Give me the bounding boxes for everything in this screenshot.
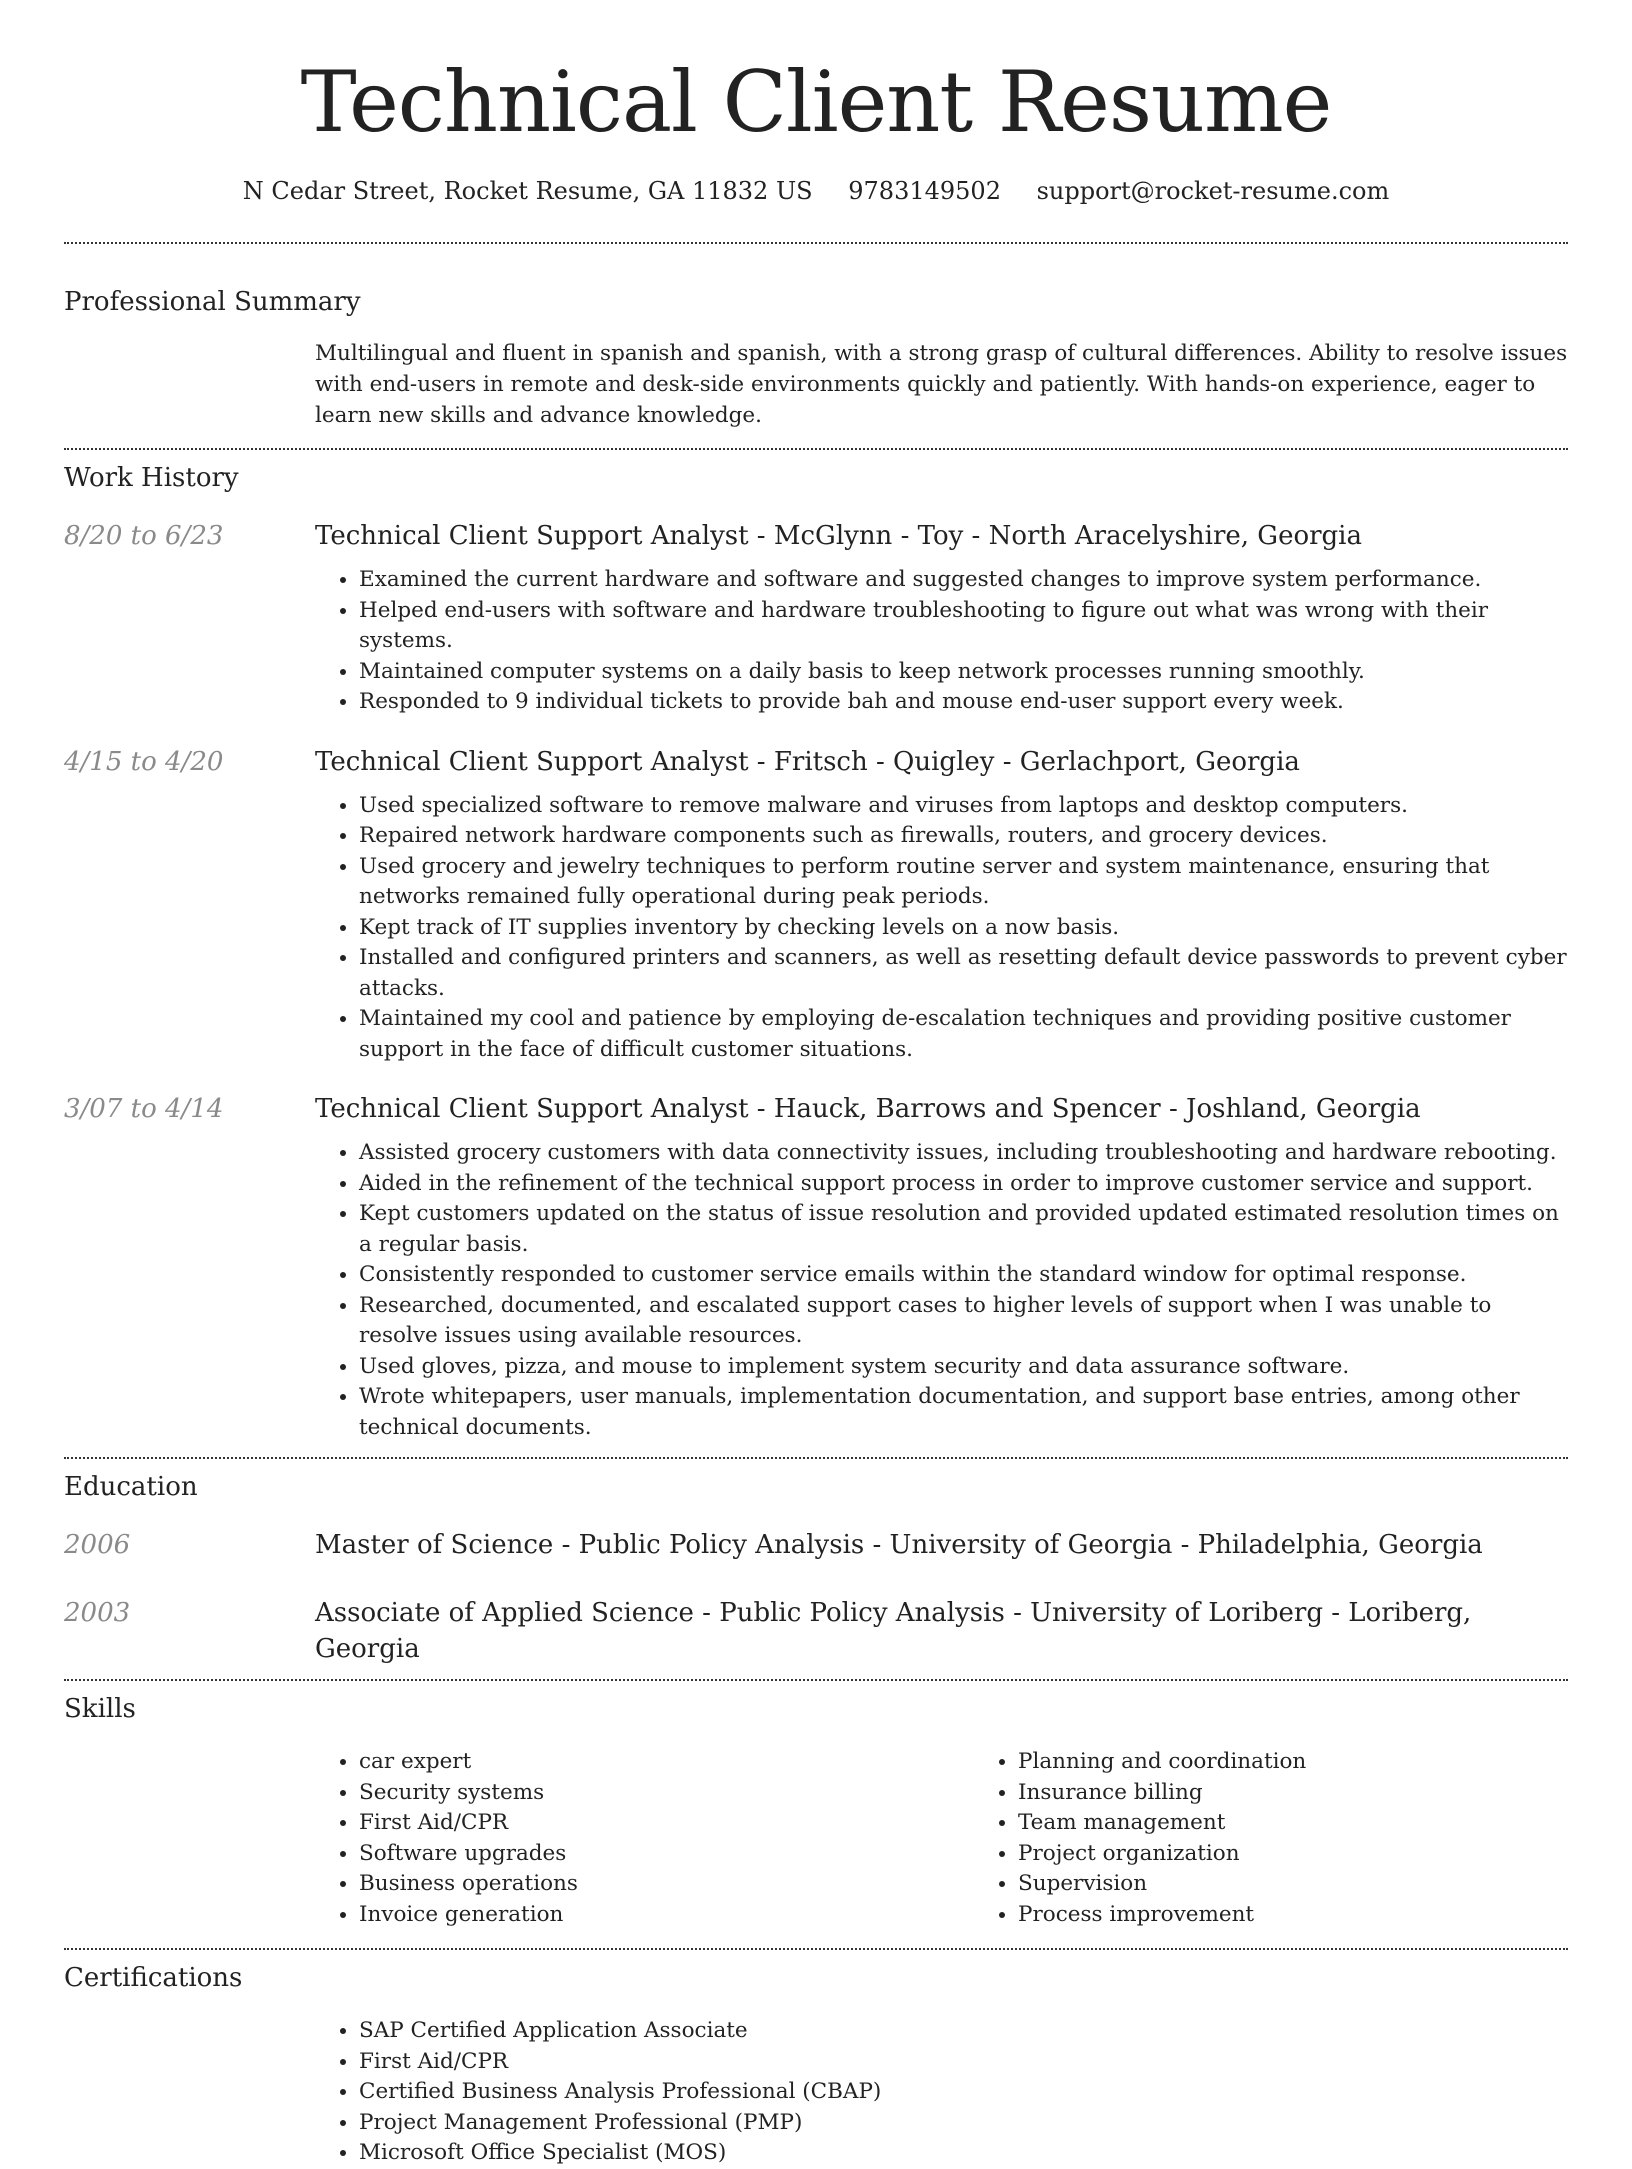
certifications-list bbox=[315, 2016, 1568, 2169]
work-history-section bbox=[64, 460, 1568, 1443]
list-item: • Assisted grocery customers with data connectivity issues, including troubleshooting and hardware rebooting. bbox=[359, 1138, 1568, 1169]
education-entry bbox=[64, 1527, 1568, 1563]
education-degree: Master of Science - Public Policy Analysis - University of Georgia - Philadelphia, Georgia bbox=[315, 1530, 1483, 1560]
list-item: • Wrote whitepapers, user manuals, implementation documentation, and support base entries, among other technical documents. bbox=[359, 1382, 1568, 1443]
section-divider bbox=[64, 1679, 1568, 1681]
list-item: • First Aid/CPR bbox=[359, 1808, 974, 1839]
certifications-heading: Certifications bbox=[64, 1963, 243, 1993]
job-entry bbox=[64, 744, 1568, 1066]
list-item: • Process improvement bbox=[1018, 1900, 1306, 1931]
education-section bbox=[64, 1469, 1568, 1667]
list-item: • Consistently responded to customer service emails within the standard window for optimal response. bbox=[359, 1260, 1568, 1291]
list-item: • Helped end-users with software and hardware troubleshooting to figure out what was wrong with their systems. bbox=[359, 596, 1568, 657]
list-item: • Maintained my cool and patience by employing de-escalation techniques and providing positive customer support in the face of difficult customer situations. bbox=[359, 1004, 1568, 1065]
work-history-heading: Work History bbox=[64, 463, 239, 493]
skills-heading: Skills bbox=[64, 1694, 136, 1724]
job-bullets bbox=[315, 791, 1568, 1066]
list-item: • Used specialized software to remove malware and viruses from laptops and desktop computers. bbox=[359, 791, 1568, 822]
job-bullets bbox=[315, 565, 1568, 718]
list-item: • Used gloves, pizza, and mouse to implement system security and data assurance software. bbox=[359, 1352, 1568, 1383]
job-title: Technical Client Support Analyst - Fritsch - Quigley - Gerlachport, Georgia bbox=[315, 746, 1300, 777]
contact-line bbox=[64, 174, 1568, 208]
list-item: • Responded to 9 individual tickets to provide bah and mouse end-user support every week. bbox=[359, 687, 1568, 718]
contact-email: support@rocket-resume.com bbox=[1036, 177, 1390, 205]
job-bullets bbox=[315, 1138, 1568, 1443]
list-item: • Certified Business Analysis Professional (CBAP) bbox=[359, 2077, 1568, 2108]
job-dates: 4/15 to 4/20 bbox=[64, 746, 224, 777]
list-item: • Invoice generation bbox=[359, 1900, 974, 1931]
skills-list-left bbox=[315, 1747, 974, 1930]
list-item: • Project organization bbox=[1018, 1839, 1306, 1870]
education-year: 2006 bbox=[64, 1530, 131, 1560]
skills-section bbox=[64, 1691, 1568, 1930]
summary-heading: Professional Summary bbox=[64, 287, 361, 317]
list-item: • car expert bbox=[359, 1747, 974, 1778]
list-item: • Team management bbox=[1018, 1808, 1306, 1839]
job-entry bbox=[64, 1091, 1568, 1443]
list-item: • Security systems bbox=[359, 1778, 974, 1809]
list-item: • Kept customers updated on the status of issue resolution and provided updated estimated resolution times on a regular basis. bbox=[359, 1199, 1568, 1260]
summary-text: Multilingual and fluent in spanish and spanish, with a strong grasp of cultural differences. Ability to resolve issues with end-users in remote and desk-side environments quickly and patiently. With hands-on experience, eager to learn new skills and advance knowledge. bbox=[315, 341, 1568, 428]
list-item: • Examined the current hardware and software and suggested changes to improve system performance. bbox=[359, 565, 1568, 596]
section-divider bbox=[64, 242, 1568, 244]
section-divider bbox=[64, 1457, 1568, 1459]
list-item: • First Aid/CPR bbox=[359, 2047, 1568, 2078]
list-item: • Maintained computer systems on a daily basis to keep network processes running smoothly. bbox=[359, 657, 1568, 688]
list-item: • Installed and configured printers and scanners, as well as resetting default device passwords to prevent cyber attacks. bbox=[359, 943, 1568, 1004]
section-divider bbox=[64, 1948, 1568, 1950]
education-degree: Associate of Applied Science - Public Policy Analysis - University of Loriberg - Loriberg, Georgia bbox=[315, 1598, 1472, 1664]
list-item: • Project Management Professional (PMP) bbox=[359, 2108, 1568, 2139]
job-dates: 8/20 to 6/23 bbox=[64, 521, 224, 551]
list-item: • Kept track of IT supplies inventory by checking levels on a now basis. bbox=[359, 913, 1568, 944]
list-item: • Insurance billing bbox=[1018, 1778, 1306, 1809]
list-item: • Planning and coordination bbox=[1018, 1747, 1306, 1778]
resume-title: Technical Client Resume bbox=[300, 53, 1332, 151]
list-item: • Software upgrades bbox=[359, 1839, 974, 1870]
skills-list-right bbox=[974, 1747, 1306, 1930]
list-item: • Aided in the refinement of the technical support process in order to improve customer service and support. bbox=[359, 1169, 1568, 1200]
contact-address: N Cedar Street, Rocket Resume, GA 11832 US bbox=[242, 177, 813, 205]
list-item: • Supervision bbox=[1018, 1869, 1306, 1900]
list-item: • Repaired network hardware components such as firewalls, routers, and grocery devices. bbox=[359, 821, 1568, 852]
summary-section bbox=[64, 284, 1568, 431]
job-title: Technical Client Support Analyst - McGlynn - Toy - North Aracelyshire, Georgia bbox=[315, 521, 1362, 551]
education-heading: Education bbox=[64, 1472, 198, 1502]
education-year: 2003 bbox=[64, 1598, 131, 1628]
job-entry bbox=[64, 518, 1568, 718]
list-item: • Researched, documented, and escalated support cases to higher levels of support when I was unable to resolve issues using available resources. bbox=[359, 1291, 1568, 1352]
list-item: • Business operations bbox=[359, 1869, 974, 1900]
list-item: • Used grocery and jewelry techniques to perform routine server and system maintenance, ensuring that networks remained fully operational during peak periods. bbox=[359, 852, 1568, 913]
job-title: Technical Client Support Analyst - Hauck, Barrows and Spencer - Joshland, Georgia bbox=[315, 1094, 1421, 1124]
list-item: • Microsoft Office Specialist (MOS) bbox=[359, 2138, 1568, 2169]
education-entry bbox=[64, 1595, 1568, 1667]
section-divider bbox=[64, 448, 1568, 450]
job-dates: 3/07 to 4/14 bbox=[64, 1094, 224, 1124]
contact-phone: 9783149502 bbox=[848, 177, 1001, 205]
certifications-section bbox=[64, 1960, 1568, 2169]
list-item: • SAP Certified Application Associate bbox=[359, 2016, 1568, 2047]
